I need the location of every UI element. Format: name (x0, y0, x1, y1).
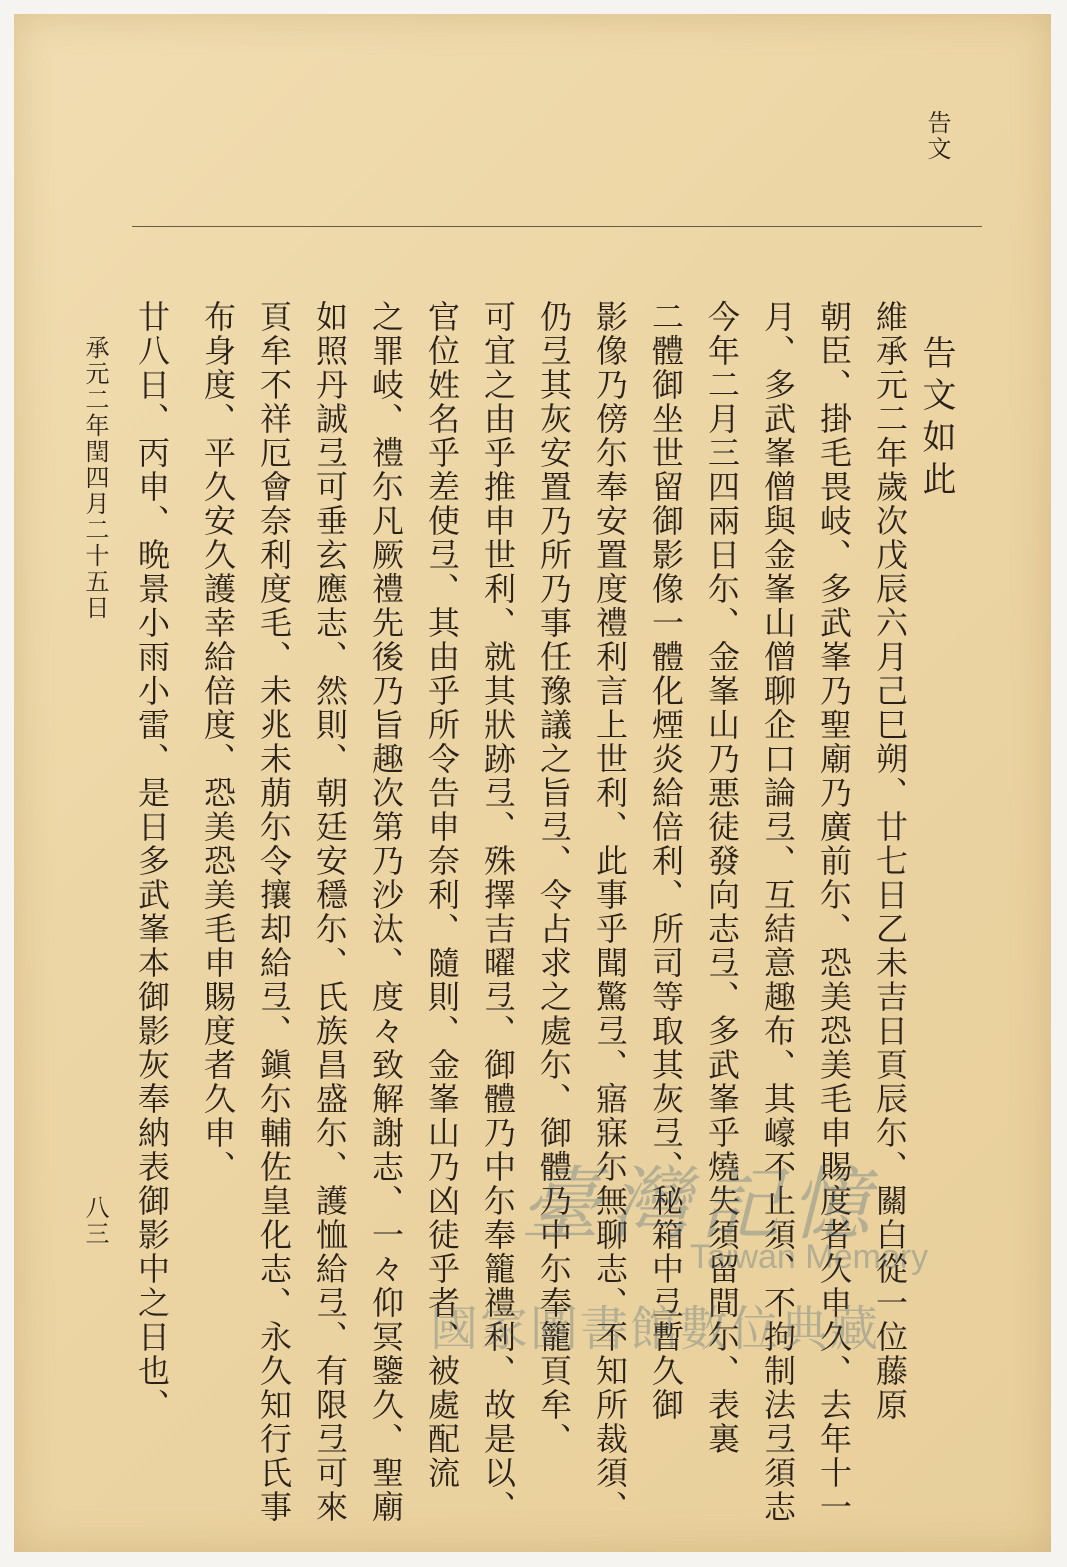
text-column: 仍弖其灰安置乃所乃事任豫議之旨弖、令占求之處尓、御體乃中尓奉籠頁牟、 (535, 300, 573, 1456)
watermark-library-name: 國家圖書館數位典藏 (430, 1301, 881, 1357)
document-heading: 告文如此 (916, 335, 956, 503)
text-column: 今年二月三四兩日尓、金峯山乃悪徒發向志弖、多武峯乎燒失須留間尓、表裏 (703, 300, 741, 1456)
text-column: 廿八日、丙申、晩景小雨小雷、是日多武峯本御影灰奉納表御影中之日也、 (133, 300, 171, 1422)
header-divider (132, 226, 982, 227)
watermark-english-title: Taiwan Memory (690, 1238, 929, 1276)
text-column: 官位姓名乎差使弖、其由乎所令告申奈利、隨則、金峯山乃凶徒乎者、被處配流 (423, 300, 461, 1490)
text-column: 維承元二年歲次戊辰六月己巳朔、廿七日乙未吉日頁辰尓、關白從一位藤原 (871, 300, 909, 1422)
text-column: 二體御坐世留御影像一體化煙炎給倍利、所司等取其灰弖、秘箱中弖暫久御 (647, 300, 685, 1422)
text-column: 朝臣、掛毛畏岐、多武峯乃聖廟乃廣前尓、恐美恐美毛申賜度者久申久、去年十一 (815, 300, 853, 1524)
text-column: 頁牟不祥厄會奈利度毛、未兆未萠尓令攘却給弖、鎭尓輔佐皇化志、永久知行氏事 (255, 300, 293, 1524)
document-date: 承元二年閏四月二十五日 (81, 335, 109, 621)
text-column: 如照丹誠弖可垂玄應志、然則、朝廷安穩尓、氏族昌盛尓、護恤給弖、有限弖可來 (311, 300, 349, 1524)
watermark-chinese-title: 臺灣記憶 (520, 1158, 880, 1251)
page-header-title: 告文 (923, 110, 951, 162)
text-column: 布身度、平久安久護幸給倍度、恐美恐美毛申賜度者久申、 (199, 300, 237, 1184)
library-watermark (430, 1140, 990, 1440)
text-column: 可宜之由乎推申世利、就其狀跡弖、殊擇吉曜弖、御體乃中尓奉籠禮利、故是以、 (479, 300, 517, 1524)
text-column: 影像乃傍尓奉安置度禮利言上世利、此事乎聞驚弖、寤寐尓無聊志、不知所裁須、 (591, 300, 629, 1524)
text-column: 之罪岐、禮尓凡厥禮先後乃旨趣次第乃沙汰、度々致解謝志、一々仰冥鑒久、聖廟 (367, 300, 405, 1524)
page-number: 八三 (81, 1195, 109, 1247)
text-column: 月、多武峯僧與金峯山僧聊企口論弖、互結意趣布、其㠙不止須、不拘制法弖須志 (759, 300, 797, 1524)
